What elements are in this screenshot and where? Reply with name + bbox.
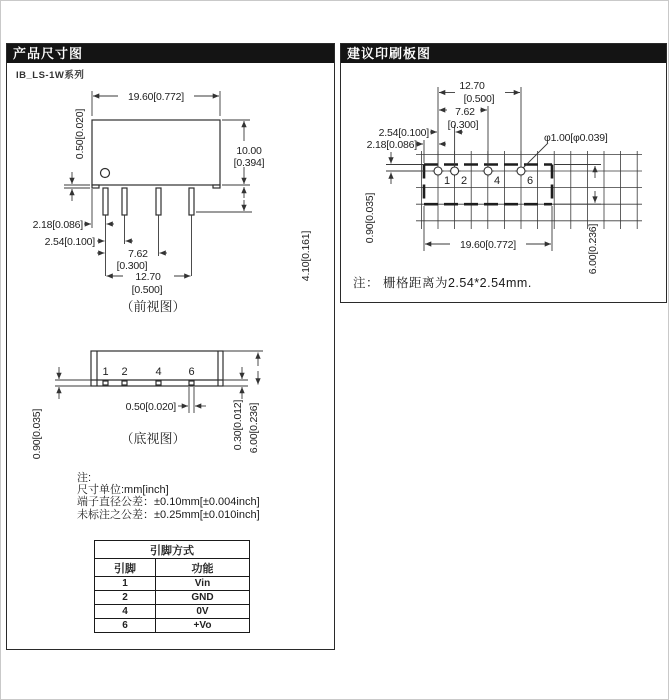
left-panel-body <box>7 63 334 649</box>
right-panel-body <box>341 63 666 302</box>
bottom-pin-number: 6 <box>188 366 195 378</box>
dim-pin-inset: 0.30[0.012] <box>232 399 244 451</box>
table-row: 2 GND <box>95 591 250 605</box>
dim-span3-in: [0.300] <box>116 260 148 272</box>
front-pin <box>156 188 161 215</box>
dim-depth: 6.00[0.236] <box>248 402 260 454</box>
dim-depth: 6.00[0.236] <box>587 223 599 275</box>
right-panel-title: 建议印刷板图 <box>347 46 432 61</box>
pcb-grid <box>416 151 642 229</box>
hole-pin6 <box>517 167 525 175</box>
bottom-pin-pad <box>103 381 108 385</box>
front-pin <box>122 188 127 215</box>
pcb-pin-number: 1 <box>444 175 451 187</box>
dim-length: 19.60[0.772] <box>460 239 516 251</box>
table-row: 4 0V <box>95 605 250 619</box>
dim-pin-pitch: 2.54[0.100] <box>44 236 95 248</box>
dim-span5-mm: 12.70 <box>459 80 485 92</box>
note-line: 尺寸单位:mm[inch] <box>77 484 169 497</box>
pcb-pin-number: 6 <box>527 175 534 187</box>
dim-span5-in: [0.500] <box>463 93 495 105</box>
pcb-drawing <box>341 63 664 302</box>
dim-span5-in: [0.500] <box>131 284 163 296</box>
bottom-pin-number: 1 <box>102 366 109 378</box>
bottom-pin-pad <box>122 381 127 385</box>
front-pin <box>189 188 194 215</box>
pin-table-title: 引脚方式 <box>95 541 250 559</box>
dim-pin-length: 4.10[0.161] <box>300 230 312 282</box>
dim-pin-pitch: 2.54[0.100] <box>378 127 429 139</box>
series-label: IB_LS-1W系列 <box>16 70 85 81</box>
dim-edge-offset: 2.18[0.086] <box>366 139 417 151</box>
dim-span3-in: [0.300] <box>447 119 479 131</box>
bottom-pin-pad <box>156 381 161 385</box>
module-body-outline <box>92 120 220 185</box>
dim-body-width: 19.60[0.772] <box>128 91 184 103</box>
front-view-drawing <box>33 91 312 314</box>
pin-function-table <box>94 540 250 633</box>
note-line: 注: <box>77 472 92 484</box>
dim-row-offset: 0.90[0.035] <box>31 408 43 460</box>
dim-span3-mm: 7.62 <box>455 106 475 118</box>
dim-body-height-mm: 10.00 <box>236 145 262 157</box>
pcb-pin-number: 4 <box>494 175 501 187</box>
bottom-view-label: （底视图） <box>120 431 186 446</box>
front-pin <box>103 188 108 215</box>
dim-span5-mm: 12.70 <box>135 271 161 283</box>
tolerance-notes <box>77 472 260 521</box>
dim-standoff: 0.50[0.020] <box>74 108 86 160</box>
drill-holes <box>432 165 533 187</box>
hole-pin2 <box>451 167 459 175</box>
hole-pin4 <box>484 167 492 175</box>
bottom-pin-number: 2 <box>121 366 128 378</box>
table-row: 6 +Vo <box>95 619 250 633</box>
func-col-header: 功能 <box>156 559 250 577</box>
pin1-marker-circle <box>101 169 110 178</box>
dim-body-height-in: [0.394] <box>233 157 265 169</box>
table-row: 1 Vin <box>95 577 250 591</box>
dim-pin-width: 0.50[0.020] <box>125 401 176 413</box>
pcb-pin-number: 2 <box>461 175 468 187</box>
dim-pin-offset: 2.18[0.086] <box>32 219 83 231</box>
pcb-dimensions <box>364 80 608 274</box>
right-panel-title-bar <box>341 44 666 63</box>
bottom-pin-pad <box>189 381 194 385</box>
dim-hole-diameter: φ1.00[φ0.039] <box>544 132 608 144</box>
grid-pitch-note: 注： 栅格距离为2.54*2.54mm. <box>353 276 532 290</box>
note-line: 未标注之公差：±0.25mm[±0.010inch] <box>77 508 260 521</box>
bottom-pin-number: 4 <box>155 366 162 378</box>
pin-col-header: 引脚 <box>95 559 156 577</box>
dim-row-offset: 0.90[0.035] <box>364 192 376 244</box>
bottom-view-drawing <box>31 351 263 459</box>
hole-pin1 <box>434 167 442 175</box>
left-panel-title: 产品尺寸图 <box>13 46 84 61</box>
dim-span3-mm: 7.62 <box>128 248 148 260</box>
left-panel-title-bar <box>7 44 334 63</box>
pcb-layout-panel <box>340 43 667 303</box>
product-dimensions-panel <box>6 43 335 650</box>
front-view-label: （前视图） <box>120 299 186 314</box>
note-line: 端子直径公差：±0.10mm[±0.004inch] <box>77 496 260 509</box>
